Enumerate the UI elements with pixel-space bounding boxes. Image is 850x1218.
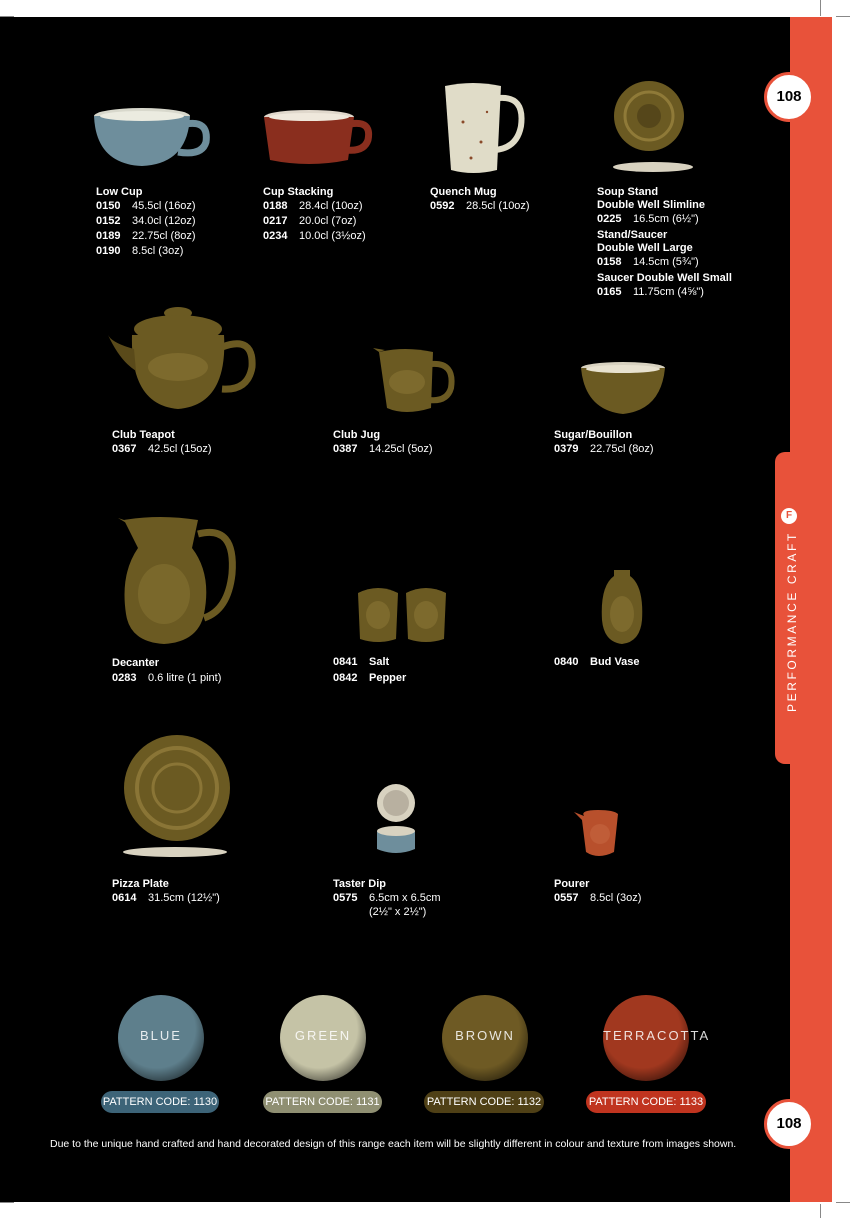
product-spec [333, 905, 426, 920]
product-name: Decanter [112, 657, 160, 669]
product-size: 11.75cm (4⅝") [633, 286, 704, 298]
product-name: Soup Stand [597, 186, 659, 198]
product-name: Taster Dip [333, 878, 386, 890]
product-code: 0150 [96, 200, 121, 212]
product-code: 0592 [430, 200, 455, 212]
product-code: 0387 [333, 443, 358, 455]
swatch-label: GREEN [294, 1028, 352, 1043]
product-code: 0379 [554, 443, 579, 455]
product-name: Double Well Large [597, 242, 693, 254]
product-size: 22.75cl (8oz) [590, 443, 654, 455]
pattern-code-badge: PATTERN CODE: 1131 [263, 1091, 382, 1113]
product-size: (2½" x 2½") [369, 906, 427, 918]
product-size: 34.0cl (12oz) [132, 215, 196, 227]
product-name: Stand/Saucer [597, 229, 668, 241]
low-cup-image [94, 106, 209, 176]
crop-mark [0, 16, 14, 17]
product-spec [112, 891, 220, 906]
product-code: 0217 [263, 215, 288, 227]
product-size: 42.5cl (15oz) [148, 443, 212, 455]
pattern-code-badge: PATTERN CODE: 1133 [586, 1091, 706, 1113]
product-size: 28.5cl (10oz) [466, 200, 530, 212]
product-name: Double Well Slimline [597, 199, 705, 211]
product-name: Pepper [369, 672, 407, 684]
product-name: Cup Stacking [263, 186, 334, 198]
product-spec [597, 285, 704, 300]
pourer-image [574, 808, 622, 860]
product-spec [96, 214, 196, 229]
product-name: Low Cup [96, 186, 143, 198]
product-spec [333, 671, 406, 686]
decanter-image [120, 514, 238, 646]
sugar-bouillon-image [581, 362, 665, 416]
product-code: 0190 [96, 245, 121, 257]
section-tab-label: PERFORMANCE CRAFT [785, 531, 799, 712]
product-size: 31.5cm (12½") [148, 892, 220, 904]
product-code: 0188 [263, 200, 288, 212]
product-spec [263, 199, 363, 214]
product-name: Bud Vase [590, 656, 640, 668]
product-spec [263, 229, 366, 244]
salt-pepper-image [356, 585, 450, 645]
soup-stand-image [608, 78, 694, 176]
product-name: Sugar/Bouillon [554, 429, 633, 441]
product-spec [112, 442, 212, 457]
swatch-terracotta [603, 995, 711, 1081]
product-spec [554, 442, 654, 457]
product-spec [263, 214, 356, 229]
swatch-label: BLUE [140, 1028, 182, 1043]
footer-disclaimer: Due to the unique hand crafted and hand decorated design of this range each item will be slightly different in colour and texture from images shown. [50, 1138, 737, 1150]
product-spec [554, 655, 640, 670]
product-size: 8.5cl (3oz) [132, 245, 184, 257]
product-code: 0842 [333, 672, 358, 684]
page-number-bottom: 108 [764, 1099, 814, 1149]
product-name: Salt [369, 656, 390, 668]
product-size: 28.4cl (10oz) [299, 200, 363, 212]
product-size: 45.5cl (16oz) [132, 200, 196, 212]
product-size: 20.0cl (7oz) [299, 215, 357, 227]
product-name: Club Jug [333, 429, 381, 441]
pattern-code-badge: PATTERN CODE: 1130 [101, 1091, 219, 1113]
swatch-blue [118, 995, 204, 1081]
product-code: 0234 [263, 230, 288, 242]
crop-mark [0, 1202, 14, 1203]
product-spec [96, 244, 183, 259]
product-code: 0152 [96, 215, 121, 227]
product-code: 0158 [597, 256, 622, 268]
product-spec [333, 891, 441, 906]
product-size: 8.5cl (3oz) [590, 892, 642, 904]
crop-mark [836, 16, 850, 17]
product-size: 22.75cl (8oz) [132, 230, 196, 242]
brand-mark: F [781, 508, 797, 524]
section-tab [775, 452, 832, 764]
product-spec [333, 655, 389, 670]
product-code: 0614 [112, 892, 137, 904]
product-code: 0557 [554, 892, 579, 904]
club-jug-image [375, 346, 457, 418]
product-code: 0575 [333, 892, 358, 904]
product-name: Pizza Plate [112, 878, 169, 890]
swatch-brown [442, 995, 528, 1081]
product-spec [112, 671, 221, 686]
swatch-label: BROWN [455, 1028, 515, 1043]
product-name: Saucer Double Well Small [597, 272, 732, 284]
product-code: 0367 [112, 443, 137, 455]
product-size: 14.25cl (5oz) [369, 443, 433, 455]
product-size: 0.6 litre (1 pint) [148, 672, 222, 684]
product-spec [430, 199, 530, 214]
product-spec [333, 442, 433, 457]
product-code: 0225 [597, 213, 622, 225]
product-spec [554, 891, 641, 906]
quench-mug-image [443, 82, 525, 177]
swatch-green [280, 995, 366, 1081]
product-size: 6.5cm x 6.5cm [369, 892, 441, 904]
crop-mark [820, 1204, 821, 1218]
swatch-label: TERRACOTTA [603, 1028, 711, 1043]
product-code: 0165 [597, 286, 622, 298]
product-spec [597, 255, 699, 270]
cup-stacking-image [264, 108, 372, 178]
page-number-top: 108 [764, 72, 814, 122]
product-code: 0840 [554, 656, 579, 668]
taster-dip-image [375, 783, 419, 857]
crop-mark [836, 1202, 850, 1203]
product-size: 10.0cl (3½oz) [299, 230, 366, 242]
product-name: Club Teapot [112, 429, 175, 441]
product-name: Pourer [554, 878, 590, 890]
product-code: 0841 [333, 656, 358, 668]
product-name: Quench Mug [430, 186, 497, 198]
product-spec [597, 212, 699, 227]
product-code: 0189 [96, 230, 121, 242]
pizza-plate-image [122, 735, 232, 859]
product-size: 16.5cm (6½") [633, 213, 699, 225]
bud-vase-image [598, 570, 646, 646]
club-teapot-image [106, 305, 256, 417]
product-spec [96, 229, 196, 244]
pattern-code-badge: PATTERN CODE: 1132 [424, 1091, 544, 1113]
crop-mark [820, 0, 821, 16]
product-code: 0283 [112, 672, 137, 684]
product-spec [96, 199, 196, 214]
product-size: 14.5cm (5¾") [633, 256, 699, 268]
